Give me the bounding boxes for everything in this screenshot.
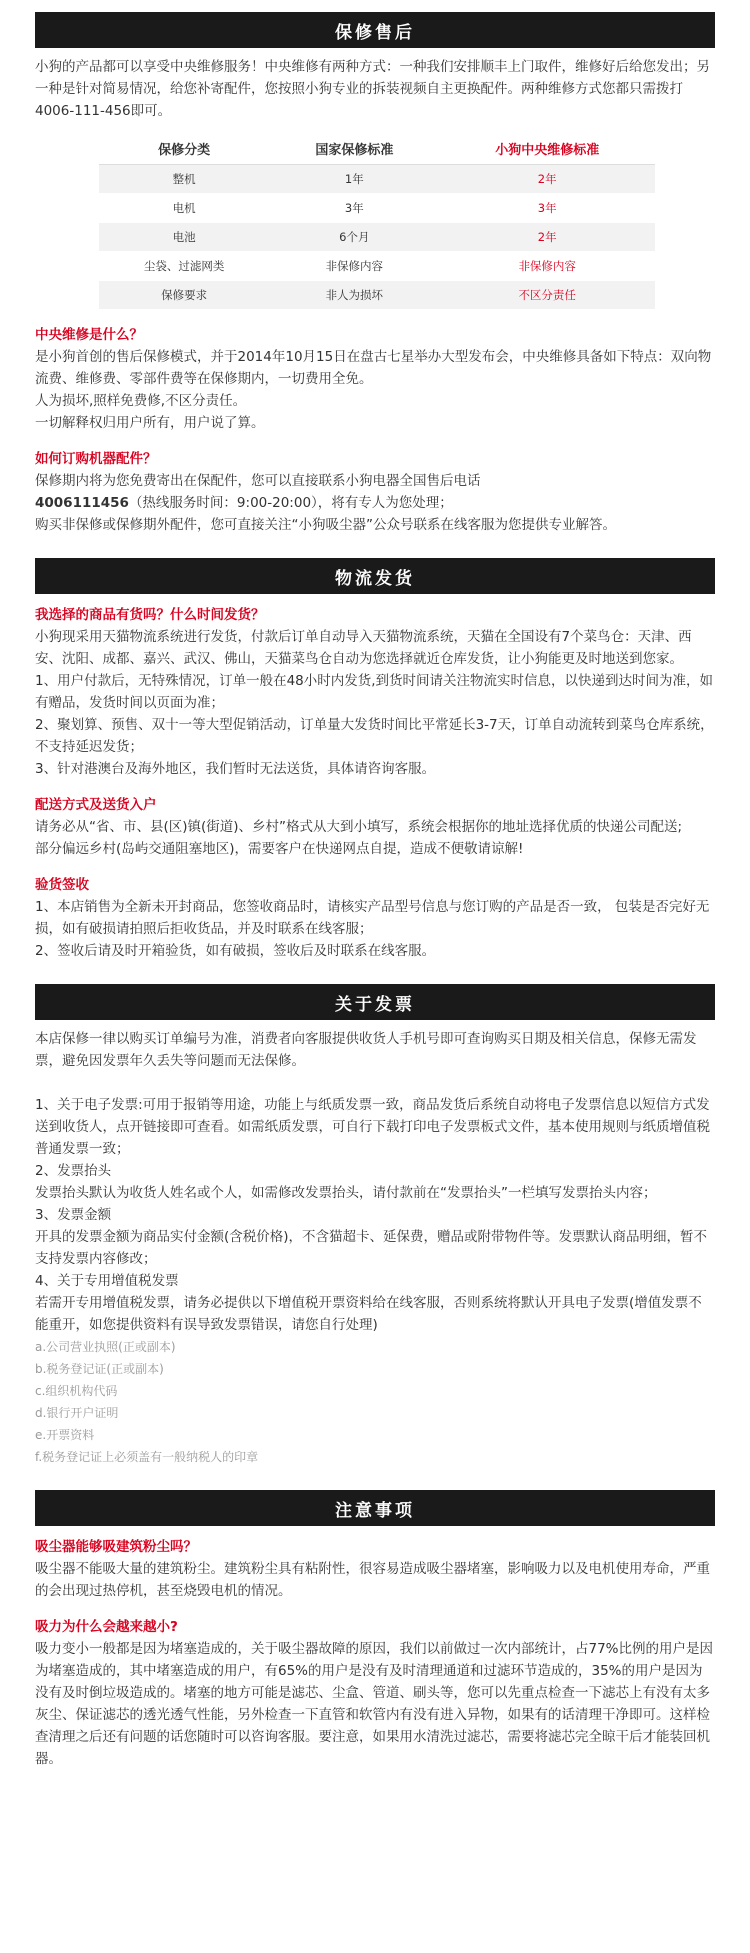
suction-heading: 吸力为什么会越来越小? <box>35 1619 178 1635</box>
invoice-material: f.税务登记证上必须盖有一般纳税人的印章 <box>35 1450 259 1464</box>
table-header: 保修分类 <box>99 132 269 165</box>
delivery-heading: 配送方式及送货入户 <box>35 797 157 813</box>
table-cell: 整机 <box>99 165 269 194</box>
table-cell: 3年 <box>269 194 439 223</box>
parts-order-line <box>35 492 715 514</box>
parts-order-heading: 如何订购机器配件？ <box>35 451 157 467</box>
invoice-material: e.开票资料 <box>35 1428 95 1442</box>
warranty-table <box>99 132 655 310</box>
service-phone: 4006111456 <box>35 495 129 511</box>
invoice-material: c.组织机构代码 <box>35 1384 118 1398</box>
table-cell: 1年 <box>269 165 439 194</box>
table-cell: 非保修内容 <box>269 252 439 281</box>
inspection-heading: 验货签收 <box>35 877 89 893</box>
table-row <box>99 223 655 252</box>
invoice-title-bar <box>35 984 715 1020</box>
invoice-line: 开具的发票金额为商品实付金额(含税价格)，不含猫超卡、延保费，赠品或附带物件等。发票默认商品明细，暂不支持发票内容修改； <box>35 1229 708 1267</box>
central-repair-line: 人为损坏,照样免费修,不区分责任。 <box>35 393 247 409</box>
table-cell: 不区分责任 <box>439 281 655 310</box>
table-cell: 尘袋、过滤网类 <box>99 252 269 281</box>
invoice-line: 1、关于电子发票:可用于报销等用途，功能上与纸质发票一致，商品发货后系统自动将电子发票信息以短信方式发送到收货人，点开链接即可查看。如需纸质发票，可自行下载打印电子发票板式文件，基本使用规则与纸质增值税普通发票一致； <box>35 1097 710 1157</box>
stock-shipping-heading: 我选择的商品有货吗？什么时间发货？ <box>35 607 265 623</box>
stock-shipping-line: 1、用户付款后，无特殊情况，订单一般在48小时内发货,到货时间请关注物流实时信息，以快递到达时间为准，如有赠品，发货时间以页面为准； <box>35 673 714 711</box>
stock-shipping-line: 2、聚划算、预售、双十一等大型促销活动，订单量大发货时间比平常延长3-7天，订单自动流转到菜鸟仓库系统，不支持延迟发货； <box>35 717 714 755</box>
invoice-title: 关于发票 <box>335 994 415 1015</box>
logistics-section <box>35 558 715 962</box>
warranty-title-bar <box>35 12 715 48</box>
invoice-material: a.公司营业执照(正或副本) <box>35 1340 176 1354</box>
table-cell: 2年 <box>439 223 655 252</box>
suction-text: 吸力变小一般都是因为堵塞造成的，关于吸尘器故障的原因，我们以前做过一次内部统计，占77%比例的用户是因为堵塞造成的，其中堵塞造成的用户，有65%的用户是没有及时清理通道和过滤环节造成的，35%的用户是因为没有及时倒垃圾造成的。堵塞的地方可能是滤芯、尘盒、管道、刷头等，您可以先重点检查一下滤芯上有没有太多灰尘、保证滤芯的透光透气性能，另外检查一下直管和软管内有没有进入异物，如果有的话清理干净即可。这样检查清理之后还有问题的话您随时可以咨询客服。要注意，如果用水清洗过滤芯，需要将滤芯完全晾干后才能装回机器。 <box>35 1641 714 1767</box>
central-repair-line: 是小狗首创的售后保修模式，并于2014年10月15日在盘古七星举办大型发布会，中央维修具备如下特点：双向物流费、维修费、零部件费等在保修期内，一切费用全免。 <box>35 349 712 387</box>
notes-title-bar <box>35 1490 715 1526</box>
table-cell: 非保修内容 <box>439 252 655 281</box>
table-cell: 3年 <box>439 194 655 223</box>
central-repair-line: 一切解释权归用户所有，用户说了算。 <box>35 415 265 431</box>
table-cell: 2年 <box>439 165 655 194</box>
invoice-line: 4、关于专用增值税发票 <box>35 1273 179 1289</box>
table-cell: 保修要求 <box>99 281 269 310</box>
invoice-material: b.税务登记证(正或副本) <box>35 1362 164 1376</box>
warranty-title: 保修售后 <box>335 22 415 43</box>
dust-heading: 吸尘器能够吸建筑粉尘吗？ <box>35 1539 197 1555</box>
warranty-section <box>35 0 715 536</box>
delivery-line: 请务必从“省、市、县(区)镇(街道)、乡村”格式从大到小填写，系统会根据你的地址选择优质的快递公司配送; <box>35 819 683 835</box>
table-row <box>99 281 655 310</box>
table-header: 小狗中央维修标准 <box>439 132 655 165</box>
inspection-line: 2、签收后请及时开箱验货，如有破损，签收后及时联系在线客服。 <box>35 943 436 959</box>
service-hours: （热线服务时间：9:00-20:00），将有专人为您处理； <box>128 495 453 511</box>
notes-section <box>35 1490 715 1770</box>
table-cell: 非人为损坏 <box>269 281 439 310</box>
table-row <box>99 165 655 194</box>
central-repair-heading: 中央维修是什么？ <box>35 327 143 343</box>
warranty-intro: 小狗的产品都可以享受中央维修服务！中央维修有两种方式：一种我们安排顺丰上门取件，维修好后给您发出；另一种是针对简易情况，给您补寄配件，您按照小狗专业的拆装视频自主更换配件。两种维修方式您都只需拨打4006-111-456即可。 <box>35 59 710 119</box>
table-cell: 电池 <box>99 223 269 252</box>
table-cell: 6个月 <box>269 223 439 252</box>
parts-order-line: 购买非保修或保修期外配件，您可直接关注“小狗吸尘器”公众号联系在线客服为您提供专业解答。 <box>35 517 616 533</box>
invoice-line: 若需开专用增值税发票，请务必提供以下增值税开票资料给在线客服，否则系统将默认开具电子发票(增值发票不能重开，如您提供资料有误导致发票错误，请您自行处理) <box>35 1295 702 1333</box>
table-cell: 电机 <box>99 194 269 223</box>
logistics-title: 物流发货 <box>335 568 415 589</box>
stock-shipping-line: 小狗现采用天猫物流系统进行发货，付款后订单自动导入天猫物流系统，天猫在全国设有7个菜鸟仓：天津、西安、沈阳、成都、嘉兴、武汉、佛山，天猫菜鸟仓自动为您选择就近仓库发货，让小狗能更及时地送到您家。 <box>35 629 692 667</box>
delivery-line: 部分偏远乡村(岛屿交通阻塞地区)，需要客户在快递网点自提，造成不便敬请谅解! <box>35 841 524 857</box>
stock-shipping-line: 3、针对港澳台及海外地区，我们暂时无法送货，具体请咨询客服。 <box>35 761 436 777</box>
invoice-section <box>35 984 715 1468</box>
logistics-title-bar <box>35 558 715 594</box>
table-row <box>99 194 655 223</box>
invoice-line: 3、发票金额 <box>35 1207 112 1223</box>
invoice-line: 发票抬头默认为收货人姓名或个人，如需修改发票抬头，请付款前在“发票抬头”一栏填写发票抬头内容； <box>35 1185 657 1201</box>
table-header: 国家保修标准 <box>269 132 439 165</box>
dust-text: 吸尘器不能吸大量的建筑粉尘。建筑粉尘具有粘附性，很容易造成吸尘器堵塞，影响吸力以及电机使用寿命，严重的会出现过热停机，甚至烧毁电机的情况。 <box>35 1561 710 1599</box>
invoice-material: d.银行开户证明 <box>35 1406 119 1420</box>
notes-title: 注意事项 <box>335 1500 415 1521</box>
parts-order-line: 保修期内将为您免费寄出在保配件，您可以直接联系小狗电器全国售后电话 <box>35 473 481 489</box>
table-row <box>99 252 655 281</box>
inspection-line: 1、本店销售为全新未开封商品，您签收商品时，请核实产品型号信息与您订购的产品是否一致， 包装是否完好无损，如有破损请拍照后拒收货品，并及时联系在线客服； <box>35 899 710 937</box>
invoice-line: 2、发票抬头 <box>35 1163 112 1179</box>
invoice-intro: 本店保修一律以购买订单编号为准，消费者向客服提供收货人手机号即可查询购买日期及相关信息，保修无需发票，避免因发票年久丢失等问题而无法保修。 <box>35 1031 697 1069</box>
